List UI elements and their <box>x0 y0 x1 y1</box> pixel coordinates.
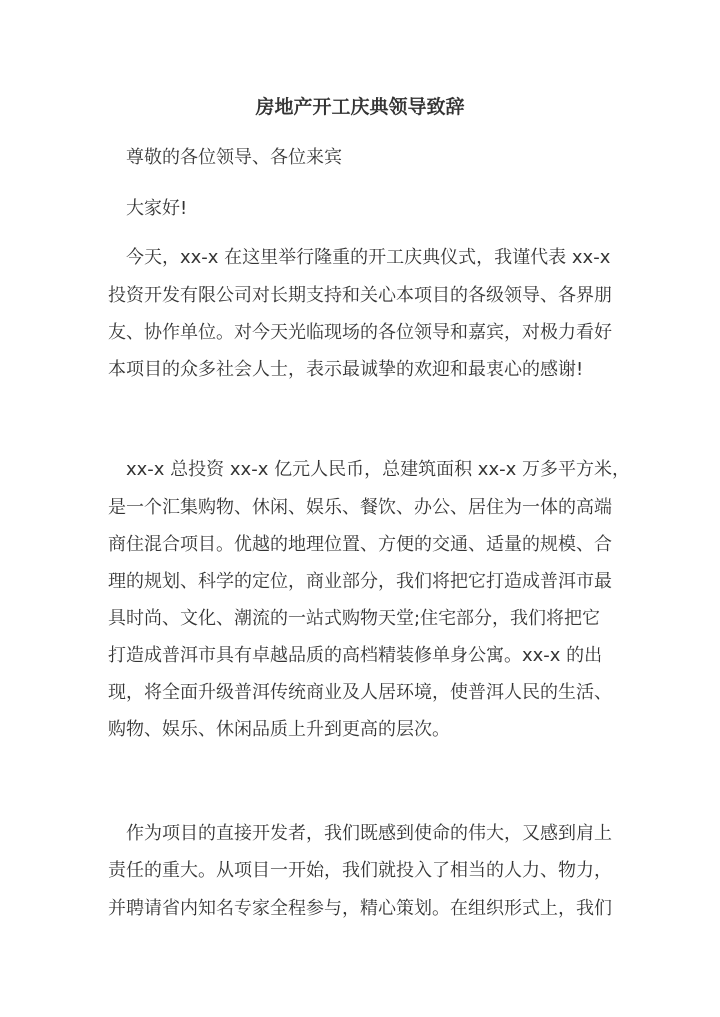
paragraph-line: 今天，xx-x 在这里举行隆重的开工庆典仪式，我谨代表 xx-x <box>126 247 611 268</box>
paragraph-line: 现，将全面升级普洱传统商业及人居环境，使普洱人民的生活、 <box>108 682 612 703</box>
paragraph-line: 投资开发有限公司对长期支持和关心本项目的各级领导、各界朋 <box>108 285 612 306</box>
paragraph-line: 具时尚、文化、潮流的一站式购物天堂;住宅部分，我们将把它 <box>108 608 601 629</box>
paragraph-line: 打造成普洱市具有卓越品质的高档精装修单身公寓。xx-x 的出 <box>108 645 603 666</box>
paragraph-line: 理的规划、科学的定位，商业部分，我们将把它打造成普洱市最 <box>108 571 612 592</box>
paragraph-line: 友、协作单位。对今天光临现场的各位领导和嘉宾，对极力看好 <box>108 322 612 343</box>
paragraph-line: 责任的重大。从项目一开始，我们就投入了相当的人力、物力， <box>108 860 612 881</box>
paragraph-line: xx-x 总投资 xx-x 亿元人民币，总建筑面积 xx-x 万多平方米， <box>126 459 630 480</box>
paragraph-line: 商住混合项目。优越的地理位置、方便的交通、适量的规模、合 <box>108 534 612 555</box>
paragraph-line: 购物、娱乐、休闲品质上升到更高的层次。 <box>108 719 450 740</box>
paragraph-line: 并聘请省内知名专家全程参与，精心策划。在组织形式上，我们 <box>108 898 612 919</box>
paragraph-line: 本项目的众多社会人士，表示最诚挚的欢迎和最衷心的感谢! <box>108 359 584 380</box>
paragraph-line: 作为项目的直接开发者，我们既感到使命的伟大，又感到肩上 <box>126 823 612 844</box>
paragraph-line: 是一个汇集购物、休闲、娱乐、餐饮、办公、居住为一体的高端 <box>108 497 612 518</box>
greeting-line: 大家好! <box>126 198 188 219</box>
greeting-line: 尊敬的各位领导、各位来宾 <box>126 147 342 168</box>
document-title: 房地产开工庆典领导致辞 <box>255 96 465 118</box>
